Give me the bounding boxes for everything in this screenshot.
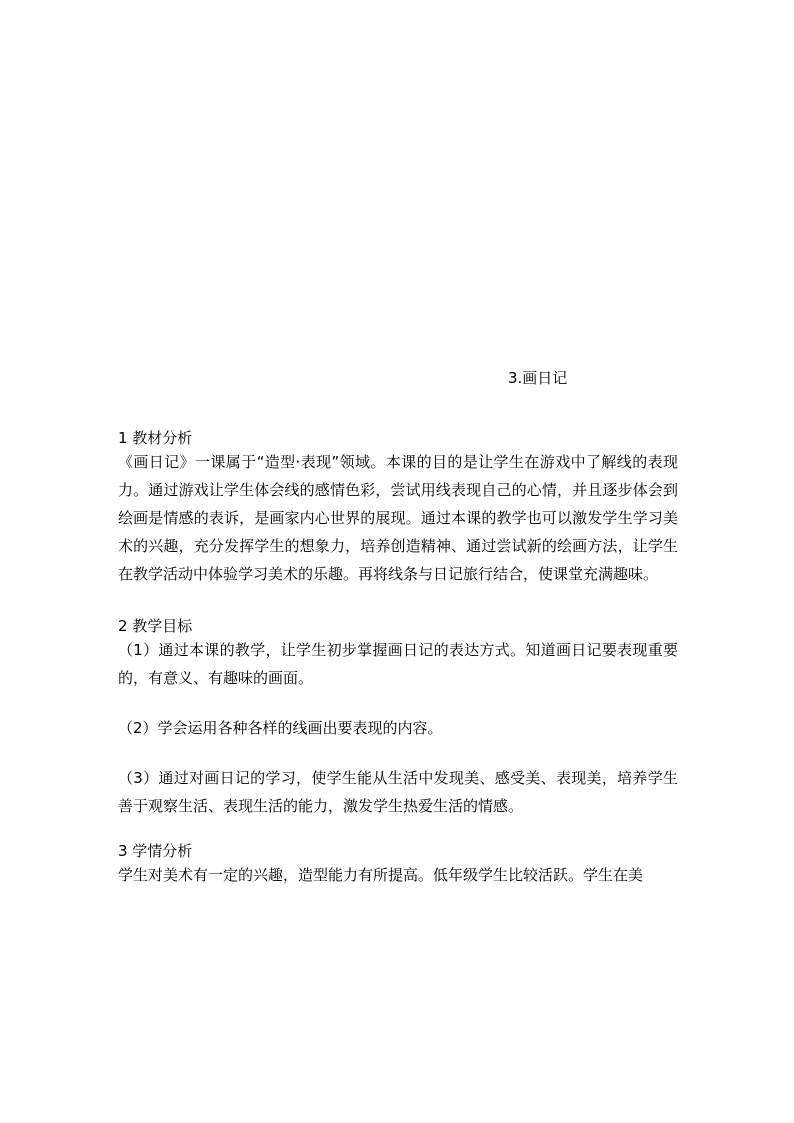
goal-item-2: （2）学会运用各种各样的线画出要表现的内容。 xyxy=(118,719,443,737)
section-paragraph: 《画日记》一课属于“造型·表现”领域。本课的目的是让学生在游戏中了解线的表现力。通过游戏让学生体会线的感情色彩，尝试用线表现自己的心情，并且逐步体会到绘画是情感的表诉，是画家内心世界的展现。通过本课的教学也可以激发学生学习美术的兴趣，充分发挥学生的想象力，培养创造精神、通过尝试新的绘画方法，让学生在教学活动中体验学习美术的乐趣。再将线条与日记旅行结合，使课堂充满趣味。 xyxy=(118,453,678,583)
section-textbook-analysis xyxy=(118,428,678,588)
section-student-analysis xyxy=(118,841,678,889)
section-paragraph: 学生对美术有一定的兴趣，造型能力有所提高。低年级学生比较活跃。学生在美 xyxy=(118,866,644,884)
section-heading: 1 教材分析 xyxy=(118,429,193,447)
document-title: 3.画日记 xyxy=(508,369,568,387)
section-heading: 2 教学目标 xyxy=(118,617,193,635)
document-body xyxy=(118,428,678,889)
goal-item-3: （3）通过对画日记的学习，使学生能从生活中发现美、感受美、表现美，培养学生善于观察生活、表现生活的能力，激发学生热爱生活的情感。 xyxy=(118,769,678,815)
section-heading: 3 学情分析 xyxy=(118,842,193,860)
section-teaching-goals xyxy=(118,616,678,820)
goal-item-1: （1）通过本课的教学，让学生初步掌握画日记的表达方式。知道画日记要表现重要的，有意义、有趣味的画面。 xyxy=(118,641,678,687)
